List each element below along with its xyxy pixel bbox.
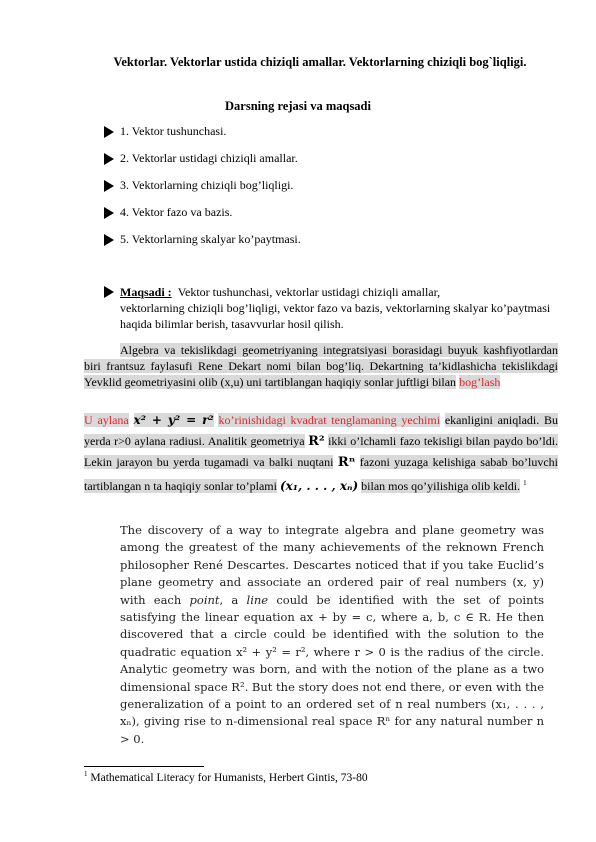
arrow-bullet-icon bbox=[104, 126, 114, 138]
equation-paragraph bbox=[84, 410, 558, 497]
plan-item-text: 3. Vektorlarning chiziqli bog’liqligi. bbox=[120, 178, 294, 192]
quote-italic: point bbox=[189, 592, 220, 607]
red-text: ko’rinishidagi kvadrat tenglamaning yechimi bbox=[218, 413, 441, 427]
arrow-bullet-icon bbox=[104, 207, 114, 219]
quote-text: The discovery of a way to integrate algebra and plane geometry was among the greatest of the many achievements of the reknown French philosopher René Descartes. Descartes noticed that if you take Euclid’s plane geometry and associate an ordered pair of real numbers (x, y) with each bbox=[120, 523, 544, 607]
footnote-number: 1 bbox=[84, 770, 88, 778]
rn-symbol: Rⁿ bbox=[337, 455, 356, 470]
arrow-bullet-icon bbox=[104, 286, 114, 298]
lesson-plan-heading: Darsning rejasi va maqsadi bbox=[225, 99, 371, 113]
paragraph-text: fazoni yuzaga kelishiga sabab bo’luvchi tartiblangan n ta haqiqiy sonlar to’plami bbox=[84, 455, 559, 493]
goal-text: Vektor tushunchasi, vektorlar ustidagi chiziqli amallar, bbox=[177, 285, 441, 299]
circle-equation: x² + y² = r² bbox=[133, 413, 214, 427]
plan-item bbox=[104, 205, 232, 220]
highlighted-link-text: bog’lash bbox=[459, 375, 501, 389]
plan-item-text: 1. Vektor tushunchasi. bbox=[120, 124, 227, 138]
plan-item bbox=[104, 124, 226, 139]
goal-text-continued: vektorlarning chiziqli bog’liqligi, vektor fazo va bazis, vektorlarning skalyar ko’paytmasi haqida bilimlar berish, tasavvurlar hosil qilish. bbox=[120, 301, 551, 331]
quoted-english-excerpt bbox=[120, 522, 544, 748]
plan-item bbox=[104, 151, 298, 166]
quote-text: could be identified with the set of points satisfying the linear equation ax + by = c, where a, b, c ∈ R. He then discovered that a circle could be identified with the solution to the quadratic equation x² + y² = r², where r > 0 is the radius of the circle. Analytic geometry was born, and with the notion of the plane as a two dimensional space R². But the story does not end there, or even with the generalization of a point to an ordered set of n real numbers (x₁, . . . , xₙ), giving rise to n-dimensional real space Rⁿ for any natural number n > 0. bbox=[120, 592, 545, 746]
document-title: Vektorlar. Vektorlar ustida chiziqli amallar. Vektorlarning chiziqli bog`liqligi. bbox=[113, 55, 527, 69]
footnote-text: Mathematical Literacy for Humanists, Herbert Gintis, 73-80 bbox=[90, 771, 368, 784]
quote-italic: line bbox=[246, 592, 269, 607]
tuple-expression: (x₁, . . . , xₙ) bbox=[279, 479, 359, 493]
paragraph-text: Algebra va tekislikdagi geometriyaning integratsiyasi borasidagi buyuk kashfiyotlardan biri frantsuz faylasufi Rene Dekart nomi bilan bog’liq. Dekartning ta’kidlashicha tekislikdagi Yevklid geometriyasini olib (x,u) uni tartiblangan haqiqiy sonlar juftligi bilan bbox=[84, 343, 558, 389]
r2-symbol: R² bbox=[308, 434, 325, 449]
quote-text: , a bbox=[219, 592, 239, 607]
plan-item-text: 4. Vektor fazo va bazis. bbox=[120, 205, 233, 219]
plan-item bbox=[104, 232, 301, 247]
arrow-bullet-icon bbox=[104, 234, 114, 246]
footnote-divider bbox=[84, 766, 204, 767]
paragraph-text: ekanligini aniqladi. Bu yerda r>0 aylana radiusi. Analitik geometriya bbox=[84, 413, 559, 448]
arrow-bullet-icon bbox=[104, 180, 114, 192]
plan-item bbox=[104, 178, 293, 193]
plan-item-text: 2. Vektorlar ustidagi chiziqli amallar. bbox=[120, 151, 298, 165]
arrow-bullet-icon bbox=[104, 153, 114, 165]
footnote bbox=[84, 770, 368, 784]
paragraph-text: ikki o’lchamli fazo tekisligi bilan paydo bo’ldi. Lekin jarayon bu yerda tugamadi va balki nuqtani bbox=[84, 434, 559, 469]
lesson-goal bbox=[104, 284, 560, 332]
intro-paragraph bbox=[84, 342, 558, 390]
footnote-marker: 1 bbox=[523, 479, 527, 487]
paragraph-text: bilan mos qo’yilishiga olib keldi. bbox=[361, 479, 521, 493]
goal-label: Maqsadi : bbox=[120, 285, 172, 299]
red-text: U aylana bbox=[84, 413, 129, 427]
plan-item-text: 5. Vektorlarning skalyar ko’paytmasi. bbox=[120, 232, 301, 246]
